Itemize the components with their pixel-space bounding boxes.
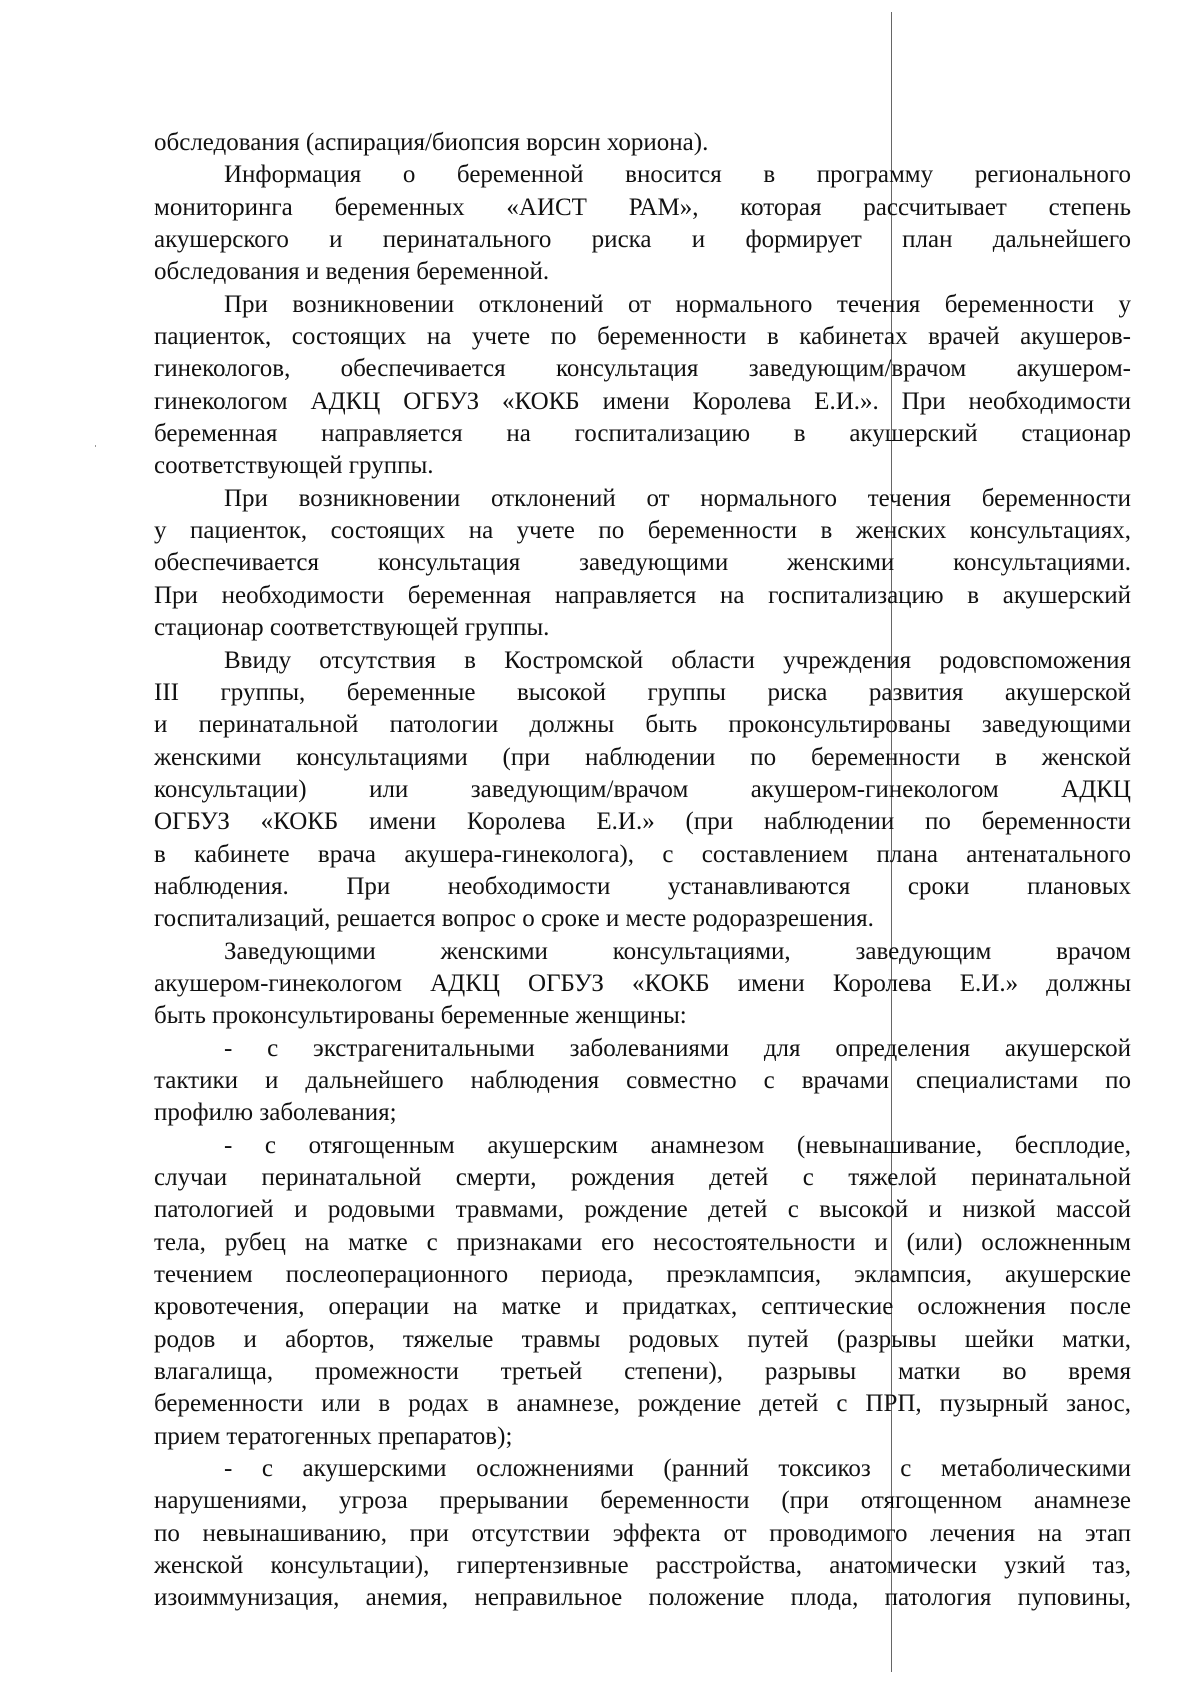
paragraph-start-line: Ввиду отсутствия в Костромской области учреждения родовспоможения [224, 646, 1131, 674]
text-line: стационар соответствующей группы. [154, 614, 550, 642]
text-line: III группы, беременные высокой группы риска развития акушерской [154, 678, 1131, 706]
text-line: патологией и родовыми травмами, рождение детей с высокой и низкой массой [154, 1196, 1131, 1224]
text-line: в кабинете врача акушера-гинеколога), с составлением плана антенатального [154, 840, 1131, 868]
text-line: и перинатальной патологии должны быть проконсультированы заведующими [154, 711, 1131, 739]
text-line: соответствующей группы. [154, 452, 434, 480]
text-line: госпитализаций, решается вопрос о сроке и месте родоразрешения. [154, 905, 874, 933]
text-line: кровотечения, операции на матке и придатках, септические осложнения после [154, 1293, 1131, 1321]
text-line: обследования и ведения беременной. [154, 258, 550, 286]
text-line: быть проконсультированы беременные женщины: [154, 1002, 687, 1030]
text-line: тактики и дальнейшего наблюдения совместно с врачами специалистами по [154, 1066, 1131, 1094]
text-line: по невынашиванию, при отсутствии эффекта от проводимого лечения на этап [154, 1519, 1131, 1547]
text-line: ОГБУЗ «КОКБ имени Королева Е.И.» (при наблюдении по беременности [154, 808, 1131, 836]
text-line: беременная направляется на госпитализацию в акушерский стационар [154, 420, 1131, 448]
text-line: консультации) или заведующим/врачом акушером-гинекологом АДКЦ [154, 775, 1131, 803]
list-item-start-line: - с акушерскими осложнениями (ранний токсикоз с метаболическими [224, 1455, 1131, 1483]
text-line: у пациенток, состоящих на учете по беременности в женских консультациях, [154, 517, 1131, 545]
list-item-start-line: - с экстрагенитальными заболеваниями для определения акушерской [224, 1034, 1131, 1062]
text-line: тела, рубец на матке с признаками его несостоятельности и (или) осложненным [154, 1228, 1131, 1256]
paragraph-start-line: Заведующими женскими консультациями, заведующим врачом [224, 937, 1131, 965]
text-line: профилю заболевания; [154, 1099, 397, 1127]
body-text [154, 127, 1131, 1615]
text-line: При необходимости беременная направляется на госпитализацию в акушерский [154, 581, 1131, 609]
scan-speck [95, 445, 96, 447]
list-item-start-line: - с отягощенным акушерским анамнезом (невынашивание, бесплодие, [224, 1131, 1131, 1159]
text-line: гинекологом АДКЦ ОГБУЗ «КОКБ имени Королева Е.И.». При необходимости [154, 387, 1131, 415]
paragraph-start-line: При возникновении отклонений от нормального течения беременности [224, 484, 1131, 512]
text-line: акушером-гинекологом АДКЦ ОГБУЗ «КОКБ имени Королева Е.И.» должны [154, 969, 1131, 997]
text-line: женскими консультациями (при наблюдении по беременности в женской [154, 743, 1131, 771]
text-line: течением послеоперационного периода, преэклампсия, эклампсия, акушерские [154, 1261, 1131, 1289]
text-line: наблюдения. При необходимости устанавливаются сроки плановых [154, 872, 1131, 900]
text-line: обследования (аспирация/биопсия ворсин хориона). [154, 129, 709, 156]
paragraph-start-line: При возникновении отклонений от нормального течения беременности у [224, 290, 1131, 318]
text-line: акушерского и перинатального риска и формирует план дальнейшего [154, 226, 1131, 254]
text-line: гинекологов, обеспечивается консультация заведующим/врачом акушером- [154, 355, 1131, 383]
text-line: нарушениями, угроза прерывании беременности (при отягощенном анамнезе [154, 1487, 1131, 1515]
text-line: пациенток, состоящих на учете по беременности в кабинетах врачей акушеров- [154, 323, 1131, 351]
text-line: женской консультации), гипертензивные расстройства, анатомически узкий таз, [154, 1552, 1131, 1580]
text-line: родов и абортов, тяжелые травмы родовых путей (разрывы шейки матки, [154, 1325, 1131, 1353]
text-line: мониторинга беременных «АИСТ РАМ», которая рассчитывает степень [154, 193, 1131, 221]
text-line: обеспечивается консультация заведующими женскими консультациями. [154, 549, 1131, 577]
text-line: влагалища, промежности третьей степени), разрывы матки во время [154, 1358, 1131, 1386]
text-line: беременности или в родах в анамнезе, рождение детей с ПРП, пузырный занос, [154, 1390, 1131, 1418]
paragraph-start-line: Информация о беременной вносится в программу регионального [224, 161, 1131, 189]
text-line: изоиммунизация, анемия, неправильное положение плода, патология пуповины, [154, 1584, 1131, 1612]
text-line: прием тератогенных препаратов); [154, 1422, 513, 1450]
text-line: случаи перинатальной смерти, рождения детей с тяжелой перинатальной [154, 1164, 1131, 1191]
